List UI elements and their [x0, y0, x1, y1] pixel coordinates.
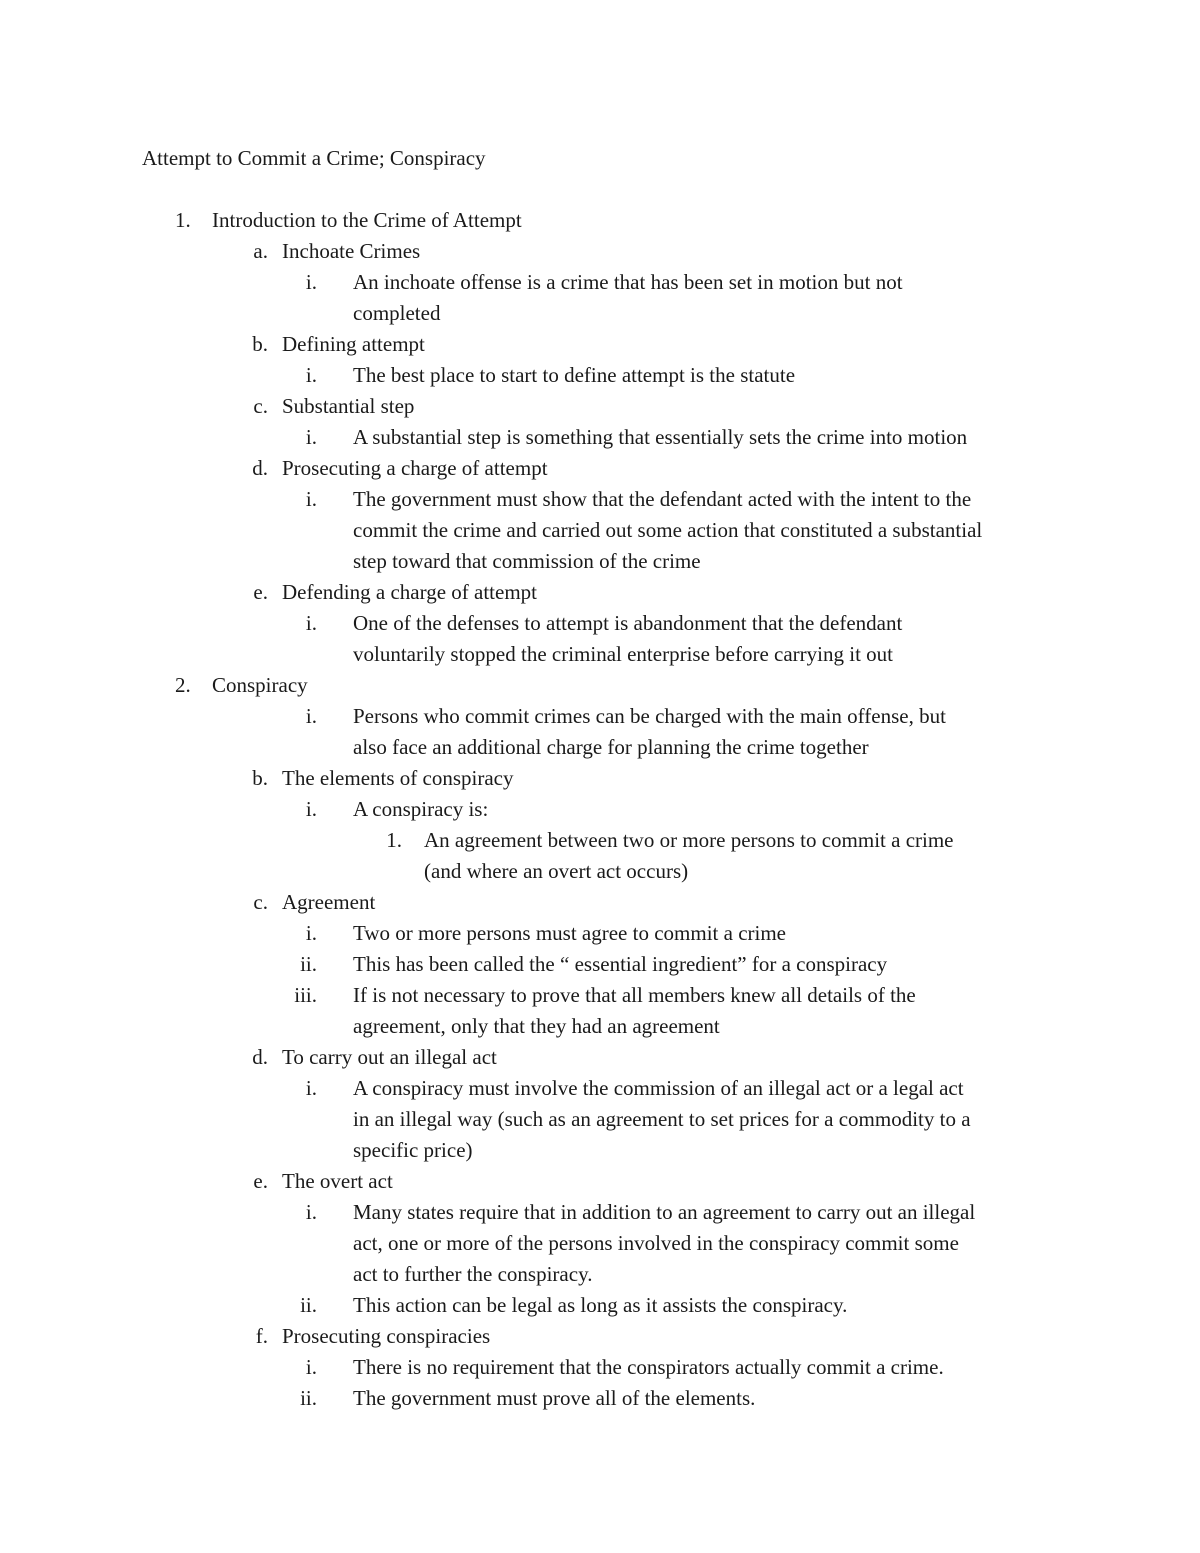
list-item-text: A conspiracy is: [353, 797, 489, 821]
list-item-text: If is not necessary to prove that all members knew all details of the [353, 983, 916, 1007]
list-item-text: This has been called the “ essential ingredient” for a conspiracy [353, 952, 888, 976]
outline-item-continuation [0, 1135, 1200, 1166]
outline-item-continuation [0, 1259, 1200, 1290]
list-item-text: Defining attempt [282, 332, 425, 356]
outline-item-level-3 [0, 918, 1200, 949]
list-item-text: (and where an overt act occurs) [424, 859, 689, 883]
outline-item-continuation [0, 546, 1200, 577]
outline-item-level-2 [0, 453, 1200, 484]
outline-item-level-1 [0, 670, 1200, 701]
list-marker: c. [253, 394, 268, 418]
outline-item-level-3 [0, 360, 1200, 391]
outline-item-level-2 [0, 1042, 1200, 1073]
list-item-text: A conspiracy must involve the commission of an illegal act or a legal act [353, 1076, 964, 1100]
list-item-text: There is no requirement that the conspirators actually commit a crime. [353, 1355, 944, 1379]
outline-item-level-1 [0, 205, 1200, 236]
outline-item-level-2 [0, 329, 1200, 360]
list-marker: i. [305, 270, 317, 294]
outline-item-level-2 [0, 391, 1200, 422]
list-item-text: Introduction to the Crime of Attempt [212, 208, 522, 232]
list-item-text: Conspiracy [212, 673, 308, 697]
list-marker: i. [305, 704, 317, 728]
outline-item-level-2 [0, 577, 1200, 608]
outline-list [0, 205, 1200, 1414]
list-marker: i. [305, 363, 317, 387]
list-item-text: Prosecuting a charge of attempt [282, 456, 548, 480]
list-marker: c. [253, 890, 268, 914]
document-title: Attempt to Commit a Crime; Conspiracy [142, 146, 486, 170]
outline-item-level-2 [0, 1166, 1200, 1197]
outline-item-continuation [0, 1104, 1200, 1135]
list-marker: iii. [294, 983, 317, 1007]
list-marker: e. [253, 580, 268, 604]
list-marker: i. [305, 1076, 317, 1100]
outline-item-level-2 [0, 1321, 1200, 1352]
list-item-text: An agreement between two or more persons to commit a crime [424, 828, 954, 852]
list-marker: 2. [175, 673, 191, 697]
list-item-text: commit the crime and carried out some action that constituted a substantial [353, 518, 983, 542]
list-item-text: step toward that commission of the crime [353, 549, 701, 573]
list-item-text: The overt act [282, 1169, 393, 1193]
list-marker: d. [252, 456, 268, 480]
list-marker: i. [305, 425, 317, 449]
outline-item-level-3 [0, 608, 1200, 639]
outline-item-level-2 [0, 236, 1200, 267]
list-marker: e. [253, 1169, 268, 1193]
list-item-text: An inchoate offense is a crime that has been set in motion but not [353, 270, 903, 294]
outline-item-continuation [0, 1011, 1200, 1042]
list-item-text: act, one or more of the persons involved in the conspiracy commit some [353, 1231, 959, 1255]
outline-item-continuation [0, 298, 1200, 329]
list-item-text: Agreement [282, 890, 376, 914]
outline-item-level-3 [0, 949, 1200, 980]
list-item-text: Two or more persons must agree to commit a crime [353, 921, 786, 945]
outline-item-level-3 [0, 701, 1200, 732]
list-item-text: also face an additional charge for planning the crime together [353, 735, 869, 759]
list-item-text: act to further the conspiracy. [353, 1262, 593, 1286]
list-item-text: The government must show that the defendant acted with the intent to the [353, 487, 972, 511]
list-marker: i. [305, 611, 317, 635]
outline-item-continuation [0, 856, 1200, 887]
outline-item-level-4 [0, 825, 1200, 856]
outline-item-continuation [0, 639, 1200, 670]
list-marker: b. [252, 766, 268, 790]
outline-item-level-3 [0, 794, 1200, 825]
list-item-text: The government must prove all of the elements. [353, 1386, 756, 1410]
list-marker: d. [252, 1045, 268, 1069]
outline-item-level-3 [0, 1290, 1200, 1321]
list-item-text: The best place to start to define attempt is the statute [353, 363, 796, 387]
list-item-text: A substantial step is something that essentially sets the crime into motion [353, 425, 968, 449]
outline-item-level-2 [0, 887, 1200, 918]
list-marker: b. [252, 332, 268, 356]
list-marker: ii. [300, 1293, 317, 1317]
list-item-text: Prosecuting conspiracies [282, 1324, 491, 1348]
list-marker: ii. [300, 952, 317, 976]
outline-item-level-3 [0, 484, 1200, 515]
list-marker: a. [253, 239, 268, 263]
outline-item-level-3 [0, 267, 1200, 298]
list-item-text: Many states require that in addition to an agreement to carry out an illegal [353, 1200, 976, 1224]
list-marker: i. [305, 797, 317, 821]
list-item-text: The elements of conspiracy [282, 766, 514, 790]
list-item-text: One of the defenses to attempt is abandonment that the defendant [353, 611, 903, 635]
outline-item-level-2 [0, 763, 1200, 794]
list-item-text: voluntarily stopped the criminal enterprise before carrying it out [353, 642, 893, 666]
outline-item-level-3 [0, 980, 1200, 1011]
list-marker: i. [305, 1355, 317, 1379]
outline-item-continuation [0, 732, 1200, 763]
list-marker: 1. [175, 208, 191, 232]
list-item-text: Persons who commit crimes can be charged with the main offense, but [353, 704, 946, 728]
list-item-text: Defending a charge of attempt [282, 580, 538, 604]
outline-item-level-3 [0, 422, 1200, 453]
list-marker: ii. [300, 1386, 317, 1410]
list-marker: 1. [386, 828, 402, 852]
list-marker: i. [305, 1200, 317, 1224]
outline-item-level-3 [0, 1073, 1200, 1104]
outline-item-level-3 [0, 1197, 1200, 1228]
list-item-text: Substantial step [282, 394, 415, 418]
list-item-text: in an illegal way (such as an agreement to set prices for a commodity to a [353, 1107, 971, 1131]
list-marker: i. [305, 487, 317, 511]
list-item-text: completed [353, 301, 441, 325]
outline-item-continuation [0, 1228, 1200, 1259]
list-item-text: agreement, only that they had an agreement [353, 1014, 720, 1038]
list-item-text: To carry out an illegal act [282, 1045, 497, 1069]
outline-item-level-3 [0, 1383, 1200, 1414]
list-item-text: Inchoate Crimes [282, 239, 421, 263]
outline-item-level-3 [0, 1352, 1200, 1383]
list-item-text: This action can be legal as long as it assists the conspiracy. [353, 1293, 848, 1317]
list-item-text: specific price) [353, 1138, 473, 1162]
list-marker: f. [255, 1324, 268, 1348]
outline-item-continuation [0, 515, 1200, 546]
list-marker: i. [305, 921, 317, 945]
